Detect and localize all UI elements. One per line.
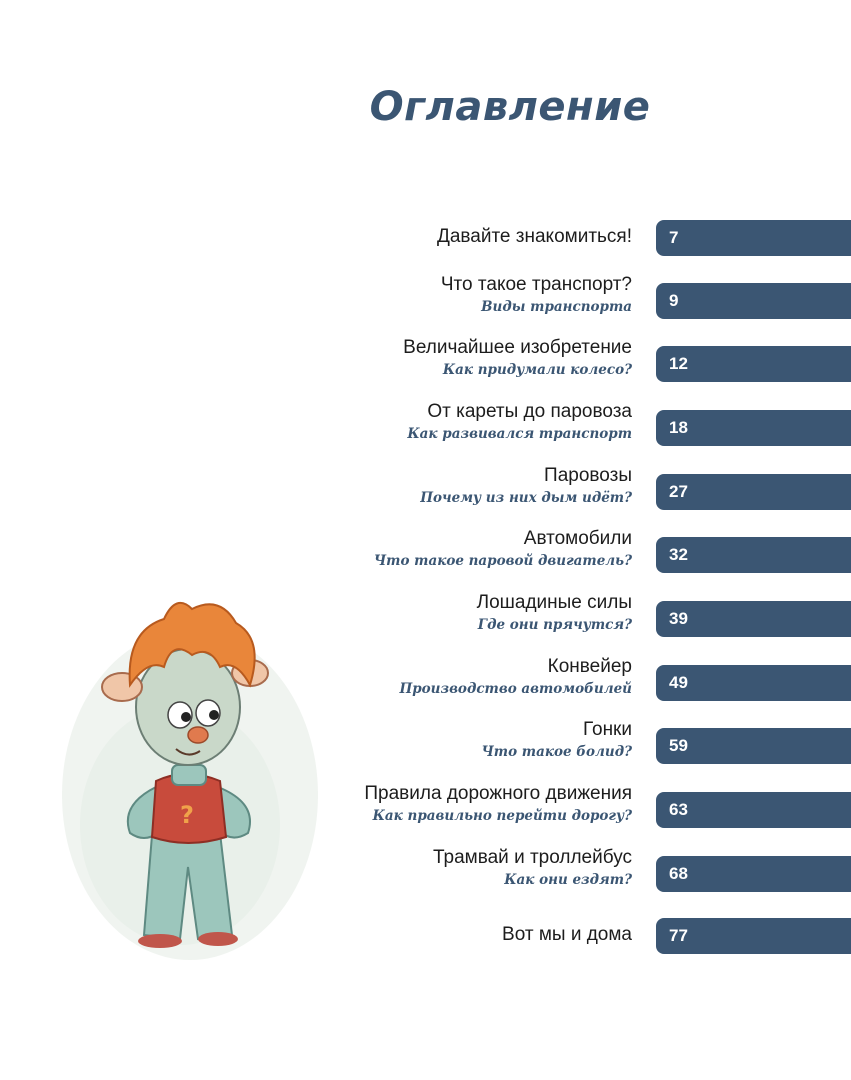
- toc-entry-title: Давайте знакомиться!: [436, 226, 632, 247]
- page-title: Оглавление: [369, 84, 651, 130]
- toc-entry-subtitle: Что такое паровой двигатель?: [373, 553, 632, 569]
- page-number: 49: [669, 673, 688, 692]
- toc-entry-title: Гонки: [582, 719, 632, 740]
- page-tab: [656, 918, 851, 954]
- toc-entry-subtitle: Как они ездят?: [504, 872, 632, 888]
- page-tab: [656, 601, 851, 637]
- toc-entry-subtitle: Производство автомобилей: [399, 681, 632, 697]
- page-tab: [656, 474, 851, 510]
- page-tab: [656, 346, 851, 382]
- page-tab: [656, 792, 851, 828]
- toc-entry-title: Лошадиные силы: [476, 592, 632, 613]
- toc-entry-subtitle: Как придумали колесо?: [442, 362, 632, 378]
- toc-entry-subtitle: Как правильно перейти дорогу?: [372, 808, 632, 824]
- toc-entry-title: Величайшее изобретение: [403, 337, 632, 358]
- toc-entry-title: Правила дорожного движения: [364, 783, 632, 804]
- toc-entry-subtitle: Как развивался транспорт: [407, 426, 632, 442]
- toc-entry[interactable]: [0, 337, 851, 397]
- toc-entry-title: Трамвай и троллейбус: [433, 847, 632, 868]
- toc-entry-title: Вот мы и дома: [502, 924, 632, 945]
- toc-entry[interactable]: [0, 465, 851, 525]
- toc-entry-title: Что такое транспорт?: [440, 274, 632, 295]
- page-number: 7: [669, 228, 679, 247]
- page-number: 63: [669, 800, 688, 819]
- page-number: 18: [669, 418, 688, 437]
- cartoon-boy-illustration: [60, 575, 330, 965]
- page-number: 39: [669, 609, 688, 628]
- page-number: 32: [669, 545, 688, 564]
- toc-entry-subtitle: Что такое болид?: [481, 744, 632, 760]
- page-number: 9: [669, 291, 679, 310]
- page-number: 12: [669, 354, 688, 373]
- toc-entry-subtitle: Виды транспорта: [481, 299, 632, 315]
- toc-entry-title: Конвейер: [547, 656, 632, 677]
- toc-entry-subtitle: Почему из них дым идёт?: [420, 490, 632, 506]
- page-tab: [656, 728, 851, 764]
- page-tab: [656, 665, 851, 701]
- page-number: 59: [669, 736, 688, 755]
- toc-entry[interactable]: [0, 274, 851, 334]
- page-tab: [656, 856, 851, 892]
- toc-entry[interactable]: [0, 401, 851, 461]
- page-number: 68: [669, 864, 688, 883]
- svg-text:?: ?: [180, 801, 194, 829]
- toc-entry-title: От кареты до паровоза: [427, 401, 632, 422]
- page-tab: [656, 220, 851, 256]
- page-tab: [656, 283, 851, 319]
- page-tab: [656, 410, 851, 446]
- page-number: 27: [669, 482, 688, 501]
- page-tab: [656, 537, 851, 573]
- page-number: 77: [669, 926, 688, 945]
- toc-entry-subtitle: Где они прячутся?: [477, 617, 632, 633]
- toc-entry-title: Паровозы: [544, 465, 632, 486]
- toc-entry-title: Автомобили: [523, 528, 632, 549]
